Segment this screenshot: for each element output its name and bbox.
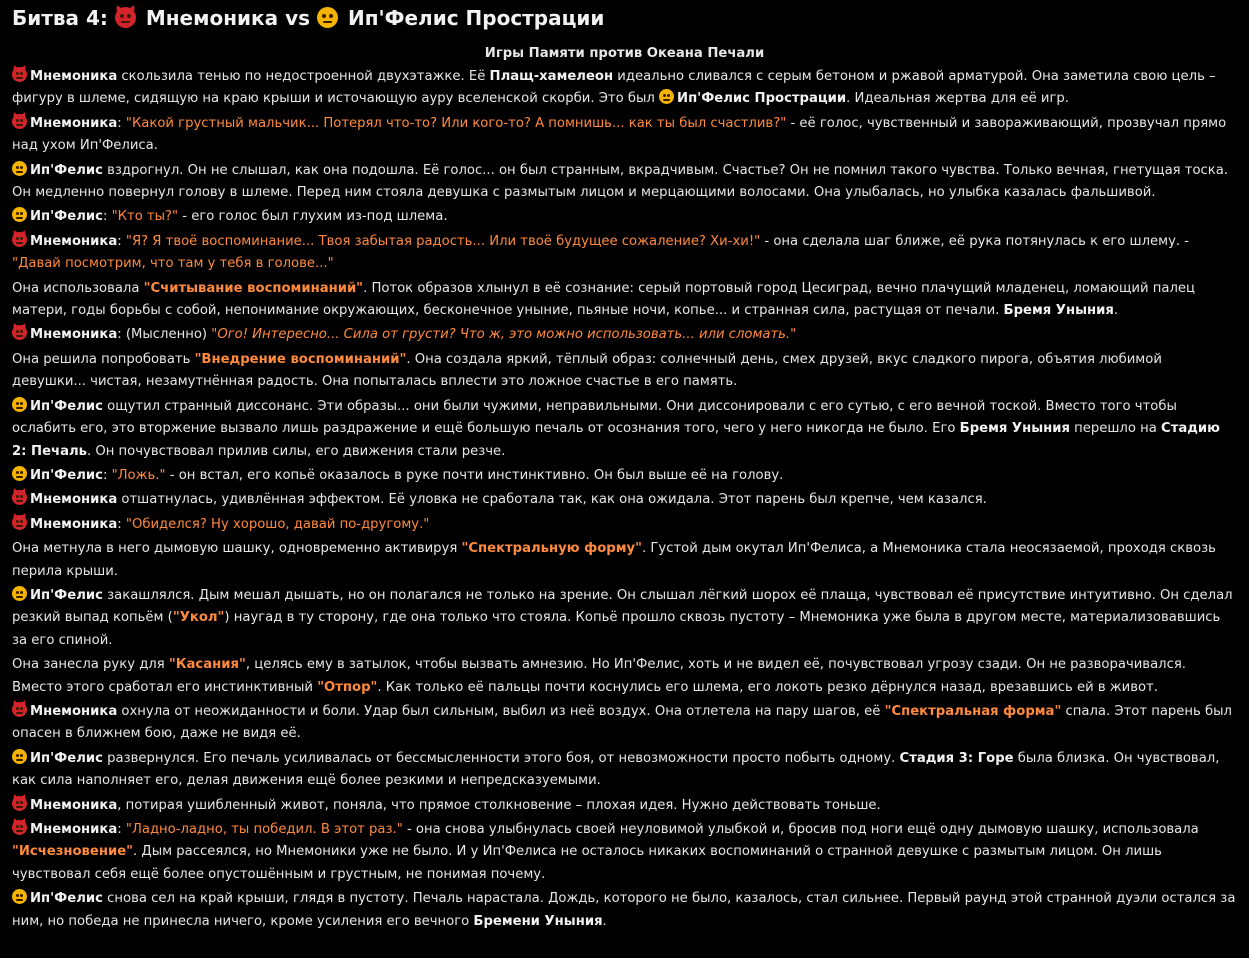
speaker-name: Ип'Фелис	[30, 398, 103, 414]
speaker-name: Ип'Фелис	[30, 587, 103, 603]
story-text: ощутил странный диссонанс. Эти образы... они были чужими, неправильными. Они диссонировали с его сутью, с его вечной тоской. Вместо того чтобы ослабить его, это вторжение вызвало лишь раздражение и ещё большую печаль от осознания того, чего у него никогда не было. Его	[12, 398, 1177, 437]
story-paragraph	[12, 748, 1237, 793]
fighter2-name: Ип'Фелис Прострации	[347, 6, 605, 30]
skill-name: "Спектральная форма"	[884, 703, 1062, 719]
devil-face-icon	[12, 515, 27, 530]
story-paragraph	[12, 66, 1237, 111]
speaker-name: Ип'Фелис	[30, 750, 103, 766]
devil-face-icon	[12, 114, 27, 129]
story-paragraph	[12, 324, 1237, 346]
skill-name: "Укол"	[172, 610, 225, 626]
speaker-name: Мнемоника	[30, 492, 118, 508]
story-text: :	[117, 115, 126, 131]
story-text: . Поток образов хлынул в её сознание: серый портовый город Цесиград, вечно плачущий младенец, ломающий палец матери, годы борьбы с собой, непонимание окружающих, бесконечное уныние, пьяные ночи, копье... и странная сила, растущая от печали.	[12, 280, 1195, 319]
angry-face-icon	[12, 586, 27, 601]
story-text: снова сел на край крыши, глядя в пустоту. Печаль нарастала. Дождь, которого не было, казалось, стал сильнее. Первый раунд этой странной дуэли остался за ним, но победа не принесла ничего, кроме усиления его вечного	[12, 891, 1236, 929]
devil-face-icon	[12, 232, 27, 247]
skill-name: "Считывание воспоминаний"	[143, 280, 364, 296]
story-text: - её голос, чувственный и завораживающий, прозвучал прямо над ухом Ип'Фелиса.	[12, 115, 1227, 154]
story-paragraph	[12, 113, 1237, 158]
dialogue-quote: "Какой грустный мальчик... Потерял что-то? Или кого-то? А помнишь... как ты был счастлив?"	[125, 115, 787, 131]
chapter-subtitle: Игры Памяти против Океана Печали	[484, 46, 765, 61]
story-text: закашлялся. Дым мешал дышать, но он полагался не только на зрение. Он слышал лёгкий шорох её плаща, чувствовал её присутствие интуитивно. Он сделал резкий выпад копьём (	[12, 587, 1233, 626]
story-text: . Она создала яркий, тёплый образ: солнечный день, смех друзей, вкус сладкого пирога, объятия любимой девушки... чистая, незамутнённая радость. Она попыталась вплести это ложное счастье в его память.	[12, 351, 1162, 390]
story-text: , целясь ему в затылок, чтобы вызвать амнезию. Но Ип'Фелис, хоть и не видел её, почувствовал угрозу сзади. Он не разворачивался. Вместо этого сработал его инстинктивный	[12, 657, 1186, 695]
ability-name: Бремя Уныния	[959, 421, 1070, 437]
dialogue-quote: "Давай посмотрим, что там у тебя в голове..."	[12, 256, 334, 272]
dialogue-quote: "Кто ты?"	[111, 209, 179, 225]
stage-name: Стадия 3: Горе	[899, 750, 1014, 766]
story-text: . Он почувствовал прилив силы, его движения стали резче.	[86, 443, 506, 459]
story-text: вздрогнул. Он не слышал, как она подошла. Её голос... он был странным, вкрадчивым. Счастье? Он не помнил такого чувства. Только вечная, гнетущая тоска. Он медленно повернул голову в шлеме. Перед ним стояла девушка с размытым лицом и мерцающими волосами. Она улыбалась, но улыбка казалась фальшивой.	[12, 162, 1229, 201]
skill-name: "Внедрение воспоминаний"	[194, 351, 407, 367]
story-text: :	[117, 822, 126, 837]
battle-title	[12, 2, 1237, 34]
character-name: Ип'Фелис Прострации	[677, 91, 847, 107]
story-text: - он встал, его копьё оказалось в руке почти инстинктивно. Он был выше её на голову.	[165, 467, 784, 483]
story-paragraph	[12, 231, 1237, 276]
devil-face-icon	[12, 490, 27, 505]
story-paragraph	[12, 585, 1237, 652]
story-text: Она использовала	[12, 280, 144, 296]
story-paragraph	[12, 514, 1237, 536]
skill-name: "Касания"	[168, 657, 246, 673]
story-text: Она занесла руку для	[12, 657, 169, 673]
item-name: Плащ-хамелеон	[489, 69, 614, 84]
story-text: ) наугад в ту сторону, где она только что стояла. Копьё прошло сквозь пустоту – Мнемоника уже была в другом месте, материализовавшись за его спиной.	[12, 610, 1221, 648]
ability-name: Бремя Уныния	[1003, 303, 1114, 319]
angry-face-icon	[12, 397, 27, 412]
angry-face-icon	[12, 207, 27, 222]
story-text: . Густой дым окутал Ип'Фелиса, а Мнемоника стала неосязаемой, проходя сквозь перила крыши.	[12, 541, 1216, 579]
angry-face-icon	[12, 161, 27, 176]
dialogue-quote: "Ложь."	[111, 467, 166, 483]
story-paragraph	[12, 160, 1237, 205]
story-text: :	[102, 209, 112, 225]
story-text: была близка. Он чувствовал, как сила наполняет его, делая движения ещё более резкими и непредсказуемыми.	[12, 750, 1220, 789]
stage-name: Стадию 2: Печаль	[12, 421, 1220, 459]
devil-face-icon	[12, 796, 27, 811]
story-text: Она решила попробовать	[12, 351, 195, 367]
story-text: отшатнулась, удивлённая эффектом. Её уловка не сработала так, как она ожидала. Этот парень был крепче, чем казался.	[117, 492, 987, 508]
speaker-name: Мнемоника	[30, 516, 118, 532]
thought-quote: "Ого! Интересно... Сила от грусти? Что ж, это можно использовать... или сломать."	[211, 327, 797, 343]
story-text: Она метнула в него дымовую шашку, одновременно активируя	[12, 541, 462, 557]
story-text: развернулся. Его печаль усиливалась от бессмысленности этого боя, от невозможности просто побыть одному.	[102, 750, 900, 766]
speaker-name: Мнемоника	[30, 69, 118, 84]
story-paragraph	[12, 701, 1237, 746]
vs-label: vs	[285, 6, 311, 30]
story-text: :	[102, 467, 112, 483]
story-text: , потирая ушибленный живот, поняла, что прямое столкновение – плохая идея. Нужно действовать тоньше.	[117, 797, 881, 813]
skill-name: "Исчезновение"	[12, 844, 134, 860]
fighter1-name: Мнемоника	[145, 6, 279, 30]
story-paragraph	[12, 819, 1237, 886]
story-text: . Идеальная жертва для её игр.	[846, 91, 1069, 107]
story-paragraph	[12, 795, 1237, 817]
dialogue-quote: "Ладно-ладно, ты победил. В этот раз."	[125, 822, 403, 837]
angry-face-icon	[12, 466, 27, 481]
devil-face-icon	[12, 702, 27, 717]
story-text: . Как только её пальцы почти коснулись его шлема, его локоть резко дёрнулся назад, врезавшись ей в живот.	[377, 679, 1158, 695]
devil-face-icon	[12, 325, 27, 340]
skill-name: "Отпор"	[317, 679, 378, 695]
story-paragraph	[12, 278, 1237, 323]
speaker-name: Мнемоника	[30, 797, 118, 813]
story-text: . Дым рассеялся, но Мнемоники уже не было. И у Ип'Фелиса не осталось никаких воспоминаний о странной девушке с размытым лицом. Он лишь чувствовал себя ещё более опустошённым и грустным, не понимая почему.	[12, 844, 1162, 882]
story-paragraph	[12, 349, 1237, 394]
title-prefix: Битва 4:	[12, 6, 108, 30]
story-paragraph	[12, 489, 1237, 511]
skill-name: "Спектральную форму"	[461, 541, 642, 557]
story-text: - она снова улыбнулась своей неуловимой улыбкой и, бросив под ноги ещё одну дымовую шашку, использовала	[402, 822, 1199, 837]
speaker-name: Ип'Фелис	[30, 467, 103, 483]
story-text: спала. Этот парень был опасен в ближнем бою, даже не видя её.	[12, 703, 1232, 742]
speaker-name: Мнемоника	[30, 822, 118, 837]
ability-name: Бремени Уныния	[473, 913, 603, 929]
speaker-name: Ип'Фелис	[30, 162, 103, 178]
speaker-name: Ип'Фелис	[30, 891, 103, 907]
story-paragraph	[12, 538, 1237, 583]
story-text: .	[602, 913, 607, 929]
speaker-name: Мнемоника	[30, 327, 118, 343]
speaker-name: Мнемоника	[30, 703, 118, 719]
speaker-name: Мнемоника	[30, 115, 118, 131]
story-text: :	[117, 233, 126, 249]
dialogue-quote: "Обиделся? Ну хорошо, давай по-другому."	[125, 516, 430, 532]
story-paragraph	[12, 465, 1237, 487]
devil-face-icon	[12, 820, 27, 835]
devil-face-icon	[115, 7, 136, 28]
story-text: - его голос был глухим из-под шлема.	[178, 209, 448, 225]
story-paragraph	[12, 396, 1237, 463]
story-text: перешло на	[1069, 421, 1162, 437]
story-text: - она сделала шаг ближе, её рука потянулась к его шлему. -	[760, 233, 1190, 249]
story-text: охнула от неожиданности и боли. Удар был сильным, выбил из неё воздух. Она отлетела на пару шагов, её	[117, 703, 885, 719]
angry-face-icon	[12, 749, 27, 764]
devil-face-icon	[12, 67, 27, 82]
story-text: .	[1113, 303, 1119, 319]
angry-face-icon	[12, 889, 27, 904]
story-paragraph	[12, 206, 1237, 228]
angry-face-icon	[317, 7, 338, 28]
story-text: : (Мысленно)	[117, 327, 212, 343]
story-text: идеально сливался с серым бетоном и ржавой арматурой. Она заметила свою цель – фигуру в шлеме, сидящую на краю крыши и источающую ауру вселенской скорби. Это был	[12, 69, 1216, 107]
dialogue-quote: "Я? Я твоё воспоминание... Твоя забытая радость... Или твоё будущее сожаление? Хи-хи!"	[125, 233, 761, 249]
story-paragraph	[12, 888, 1237, 933]
speaker-name: Мнемоника	[30, 233, 118, 249]
speaker-name: Ип'Фелис	[30, 209, 103, 225]
angry-face-icon	[659, 89, 674, 104]
story-paragraph	[12, 654, 1237, 699]
story-text: скользила тенью по недостроенной двухэтажке. Её	[117, 69, 490, 84]
story-text: :	[117, 516, 126, 532]
